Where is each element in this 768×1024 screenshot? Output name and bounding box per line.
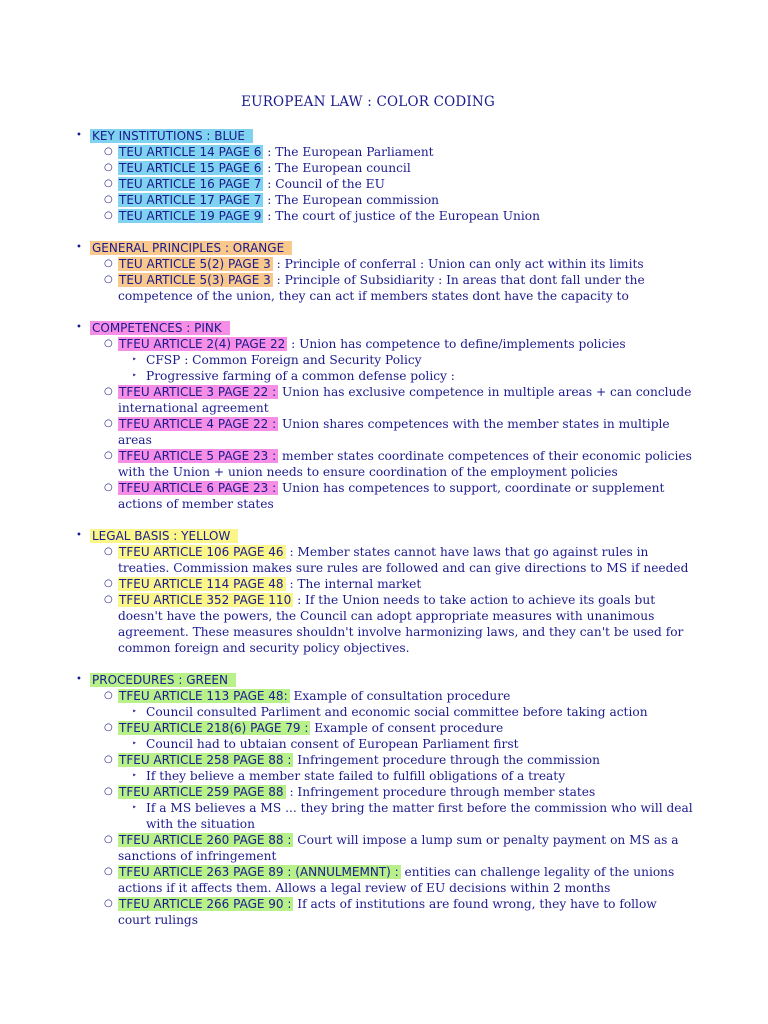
section-heading: GENERAL PRINCIPLES : ORANGE	[90, 240, 292, 256]
circle-bullet-icon: ○	[104, 690, 113, 701]
list-item: TFEU ARTICLE 352 PAGE 110 : If the Union needs to take action to achieve its goals but	[119, 593, 656, 607]
circle-bullet-icon: ○	[104, 178, 113, 189]
list-item: TEU ARTICLE 17 PAGE 7 : The European commission	[119, 193, 440, 207]
list-item: TEU ARTICLE 14 PAGE 6 : The European Parliament	[119, 145, 434, 159]
circle-bullet-icon: ○	[104, 146, 113, 157]
list-item-continuation: with the Union + union needs to ensure coordination of the employment policies	[118, 465, 618, 479]
triangle-bullet-icon: ‣	[132, 371, 137, 380]
sub-list-item: If they believe a member state failed to fulfill obligations of a treaty	[146, 769, 566, 783]
list-item-continuation: actions of member states	[118, 497, 274, 511]
triangle-bullet-icon: ‣	[132, 355, 137, 364]
section-heading: COMPETENCES : PINK	[90, 320, 230, 336]
list-item: TEU ARTICLE 5(2) PAGE 3 : Principle of conferral : Union can only act within its limits	[119, 257, 644, 271]
list-item: TFEU ARTICLE 106 PAGE 46 : Member states cannot have laws that go against rules in	[119, 545, 649, 559]
bullet-icon: •	[76, 674, 82, 685]
sub-list-item: If a MS believes a MS ... they bring the matter first before the commission who will deal	[146, 801, 693, 815]
circle-bullet-icon: ○	[104, 418, 113, 429]
sub-list-item: Council consulted Parliment and economic social committee before taking action	[146, 705, 648, 719]
circle-bullet-icon: ○	[104, 898, 113, 909]
circle-bullet-icon: ○	[104, 338, 113, 349]
list-item: TFEU ARTICLE 260 PAGE 88 : Court will impose a lump sum or penalty payment on MS as a	[119, 833, 679, 847]
triangle-bullet-icon: ‣	[132, 707, 137, 716]
circle-bullet-icon: ○	[104, 450, 113, 461]
list-item-continuation: international agreement	[118, 401, 269, 415]
page-title: EUROPEAN LAW : COLOR CODING	[241, 94, 495, 110]
circle-bullet-icon: ○	[104, 722, 113, 733]
section-heading: KEY INSTITUTIONS : BLUE	[90, 128, 253, 144]
circle-bullet-icon: ○	[104, 578, 113, 589]
circle-bullet-icon: ○	[104, 482, 113, 493]
bullet-icon: •	[76, 130, 82, 141]
section-heading: LEGAL BASIS : YELLOW	[90, 528, 238, 544]
circle-bullet-icon: ○	[104, 386, 113, 397]
circle-bullet-icon: ○	[104, 834, 113, 845]
list-item-continuation: actions if it affects them. Allows a legal review of EU decisions within 2 months	[118, 881, 611, 895]
list-item-continuation: agreement. These measures shouldn't involve harmonizing laws, and they can't be used for	[118, 625, 684, 639]
circle-bullet-icon: ○	[104, 754, 113, 765]
circle-bullet-icon: ○	[104, 866, 113, 877]
list-item: TFEU ARTICLE 266 PAGE 90 : If acts of institutions are found wrong, they have to follow	[119, 897, 657, 911]
list-item: TFEU ARTICLE 5 PAGE 23 : member states coordinate competences of their economic policies	[119, 449, 692, 463]
list-item: TEU ARTICLE 5(3) PAGE 3 : Principle of Subsidiarity : In areas that dont fall under the	[119, 273, 645, 287]
list-item-continuation: doesn't have the powers, the Council can adopt appropriate measures with unanimous	[118, 609, 655, 623]
list-item-continuation: competence of the union, they can act if members states dont have the capacity to	[118, 289, 629, 303]
list-item: TEU ARTICLE 16 PAGE 7 : Council of the EU	[119, 177, 385, 191]
list-item: TFEU ARTICLE 3 PAGE 22 : Union has exclusive competence in multiple areas + can conclude	[119, 385, 692, 399]
list-item: TFEU ARTICLE 113 PAGE 48: Example of consultation procedure	[119, 689, 511, 703]
list-item-continuation: court rulings	[118, 913, 198, 927]
list-item: TFEU ARTICLE 258 PAGE 88 : Infringement procedure through the commission	[119, 753, 600, 767]
list-item-continuation: treaties. Commission makes sure rules are followed and can give directions to MS if needed	[118, 561, 689, 575]
triangle-bullet-icon: ‣	[132, 803, 137, 812]
circle-bullet-icon: ○	[104, 210, 113, 221]
bullet-icon: •	[76, 322, 82, 333]
bullet-icon: •	[76, 530, 82, 541]
circle-bullet-icon: ○	[104, 594, 113, 605]
list-item: TFEU ARTICLE 218(6) PAGE 79 : Example of consent procedure	[119, 721, 504, 735]
list-item: TEU ARTICLE 19 PAGE 9 : The court of justice of the European Union	[119, 209, 540, 223]
bullet-icon: •	[76, 242, 82, 253]
sub-list-item-continuation: with the situation	[146, 817, 255, 831]
triangle-bullet-icon: ‣	[132, 739, 137, 748]
list-item-continuation: areas	[118, 433, 152, 447]
list-item-continuation: sanctions of infringement	[118, 849, 277, 863]
list-item: TFEU ARTICLE 2(4) PAGE 22 : Union has competence to define/implements policies	[119, 337, 626, 351]
list-item: TFEU ARTICLE 263 PAGE 89 : (ANNULMEMNT) : entities can challenge legality of the unions	[119, 865, 675, 879]
list-item: TFEU ARTICLE 259 PAGE 88 : Infringement procedure through member states	[119, 785, 596, 799]
sub-list-item: CFSP : Common Foreign and Security Policy	[146, 353, 422, 367]
circle-bullet-icon: ○	[104, 274, 113, 285]
circle-bullet-icon: ○	[104, 546, 113, 557]
list-item: TFEU ARTICLE 4 PAGE 22 : Union shares competences with the member states in multiple	[119, 417, 670, 431]
triangle-bullet-icon: ‣	[132, 771, 137, 780]
sub-list-item: Council had to ubtaian consent of European Parliament first	[146, 737, 519, 751]
section-heading: PROCEDURES : GREEN	[90, 672, 236, 688]
list-item: TFEU ARTICLE 6 PAGE 23 : Union has competences to support, coordinate or supplement	[119, 481, 665, 495]
circle-bullet-icon: ○	[104, 786, 113, 797]
circle-bullet-icon: ○	[104, 162, 113, 173]
list-item: TFEU ARTICLE 114 PAGE 48 : The internal market	[119, 577, 422, 591]
circle-bullet-icon: ○	[104, 194, 113, 205]
list-item-continuation: common foreign and security policy objectives.	[118, 641, 410, 655]
sub-list-item: Progressive farming of a common defense policy :	[146, 369, 455, 383]
list-item: TEU ARTICLE 15 PAGE 6 : The European council	[119, 161, 411, 175]
circle-bullet-icon: ○	[104, 258, 113, 269]
